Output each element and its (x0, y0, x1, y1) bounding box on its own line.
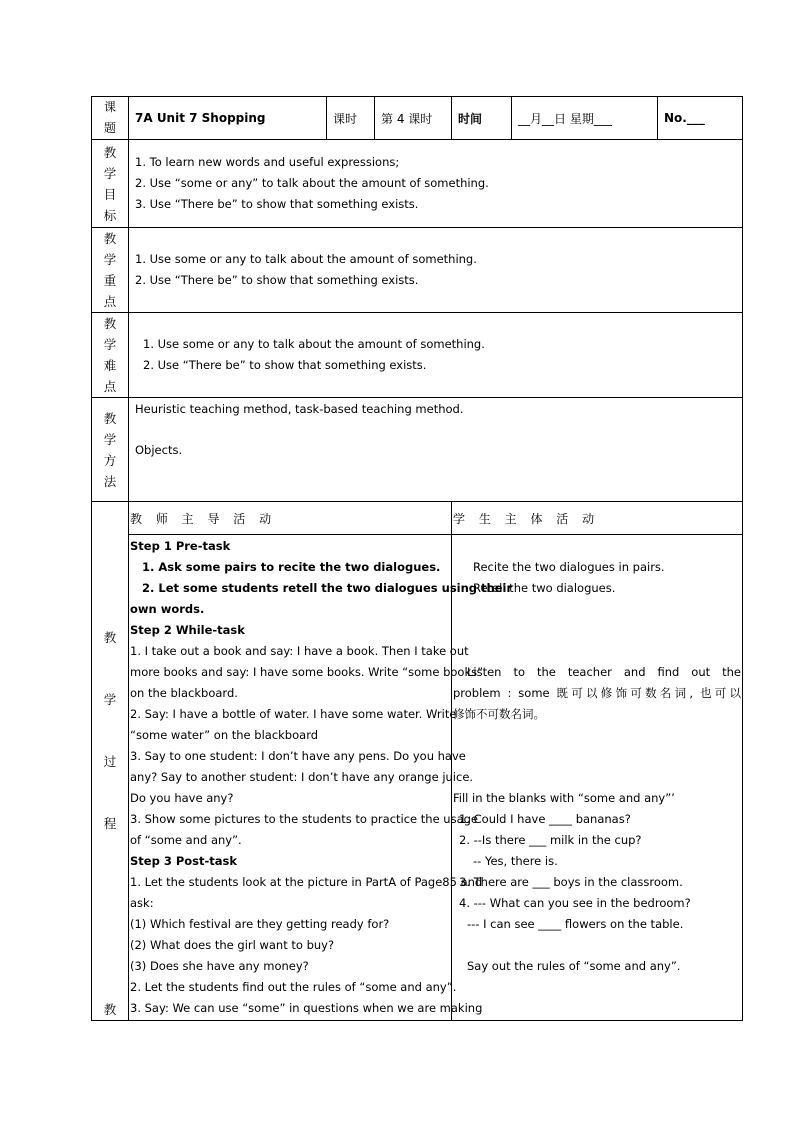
key-point-item: 2. Use “There be” to show that something exists. (135, 273, 419, 287)
student-line: Say out the rules of “some and any”. (467, 959, 681, 973)
teacher-line: of “some and any”. (130, 833, 242, 847)
teacher-line: ask: (130, 896, 154, 910)
difficulties-content (129, 313, 743, 398)
key-points-label: 教 学 重 点 (92, 228, 129, 313)
key-points-content (129, 228, 743, 313)
objectives-row (92, 140, 743, 228)
methods-label: 教 学 方 法 (92, 398, 129, 502)
teacher-line: (1) Which festival are they getting ready for? (130, 917, 390, 931)
period-label: 课时 (327, 97, 375, 140)
teacher-line: (3) Does she have any money? (130, 959, 309, 973)
lesson-plan-table (91, 96, 743, 1021)
objectives-label: 教 学 目 标 (92, 140, 129, 228)
teacher-line: more books and say: I have some books. Write “some books” (130, 665, 484, 679)
teacher-line: 3. Say: We can use “some” in questions when we are making (130, 1001, 483, 1015)
teacher-line: Do you have any? (130, 791, 234, 805)
topic-title: 7A Unit 7 Shopping (129, 97, 327, 140)
difficulty-item: 2. Use “There be” to show that something exists. (143, 358, 427, 372)
teacher-line: 3. Say to one student: I don’t have any pens. Do you have (130, 749, 466, 763)
objective-item: 2. Use “some or any” to talk about the amount of something. (135, 176, 489, 190)
teacher-line: “some water” on the blackboard (130, 728, 319, 742)
step-heading: Step 3 Post-task (130, 854, 238, 868)
student-line: Fill in the blanks with “some and any”’ (453, 791, 675, 805)
process-label: 教 学 过 程 教 (92, 502, 129, 1021)
topic-label: 课 题 (92, 97, 129, 140)
teacher-line: 1. I take out a book and say: I have a book. Then I take out (130, 644, 469, 658)
teacher-line: 2. Let some students retell the two dialogues using their (142, 581, 513, 595)
teacher-line: 1. Let the students look at the picture in PartA of Page85 and (130, 875, 483, 889)
student-line: Retell the two dialogues. (473, 581, 616, 595)
difficulties-label: 教 学 难 点 (92, 313, 129, 398)
student-line: --- I can see ____ flowers on the table. (467, 917, 684, 931)
key-points-row (92, 228, 743, 313)
student-line: Recite the two dialogues in pairs. (473, 560, 665, 574)
student-line: 修饰不可数名词。 (453, 707, 545, 721)
difficulty-item: 1. Use some or any to talk about the amount of something. (143, 337, 485, 351)
step-heading: Step 2 While-task (130, 623, 245, 637)
student-line: 3. There are ___ boys in the classroom. (459, 875, 683, 889)
key-point-item: 1. Use some or any to talk about the amount of something. (135, 252, 477, 266)
teacher-line: own words. (130, 602, 205, 616)
student-line: 4. --- What can you see in the bedroom? (459, 896, 691, 910)
time-label: 时间 (452, 97, 512, 140)
step-heading: Step 1 Pre-task (130, 539, 231, 553)
objectives-content (129, 140, 743, 228)
method-line: Heuristic teaching method, task-based teaching method. (135, 402, 464, 416)
methods-row (92, 398, 743, 502)
teacher-line: 2. Say: I have a bottle of water. I have some water. Write (130, 707, 457, 721)
student-line: 2. --Is there ___ milk in the cup? (459, 833, 642, 847)
header-row (92, 97, 743, 140)
teacher-activity-heading: 教 师 主 导 活 动 (129, 502, 452, 535)
objective-item: 3. Use “There be” to show that something exists. (135, 197, 419, 211)
date-field: __月__日 星期___ (512, 97, 658, 140)
teacher-line: on the blackboard. (130, 686, 238, 700)
method-line: Objects. (135, 443, 183, 457)
number-field: No.___ (658, 97, 743, 140)
student-activities (452, 535, 743, 1021)
teacher-line: (2) What does the girl want to buy? (130, 938, 335, 952)
student-line: problem : some 既可以修饰可数名词, 也可以 (453, 686, 741, 700)
student-line: -- Yes, there is. (473, 854, 558, 868)
objective-item: 1. To learn new words and useful expressions; (135, 155, 400, 169)
student-line: Listen to the teacher and find out the (467, 665, 741, 679)
student-activity-heading: 学 生 主 体 活 动 (452, 502, 743, 535)
difficulties-row (92, 313, 743, 398)
teacher-line: any? Say to another student: I don’t have any orange juice. (130, 770, 474, 784)
process-heading-row (92, 502, 743, 535)
teacher-line: 2. Let the students find out the rules of “some and any”. (130, 980, 457, 994)
teacher-line: 3. Show some pictures to the students to practice the usage (130, 812, 479, 826)
teacher-line: 1. Ask some pairs to recite the two dialogues. (142, 560, 441, 574)
student-line: 1. Could I have ____ bananas? (459, 812, 631, 826)
process-content-row (92, 535, 743, 1021)
methods-content (129, 398, 743, 502)
period-value: 第 4 课时 (375, 97, 452, 140)
